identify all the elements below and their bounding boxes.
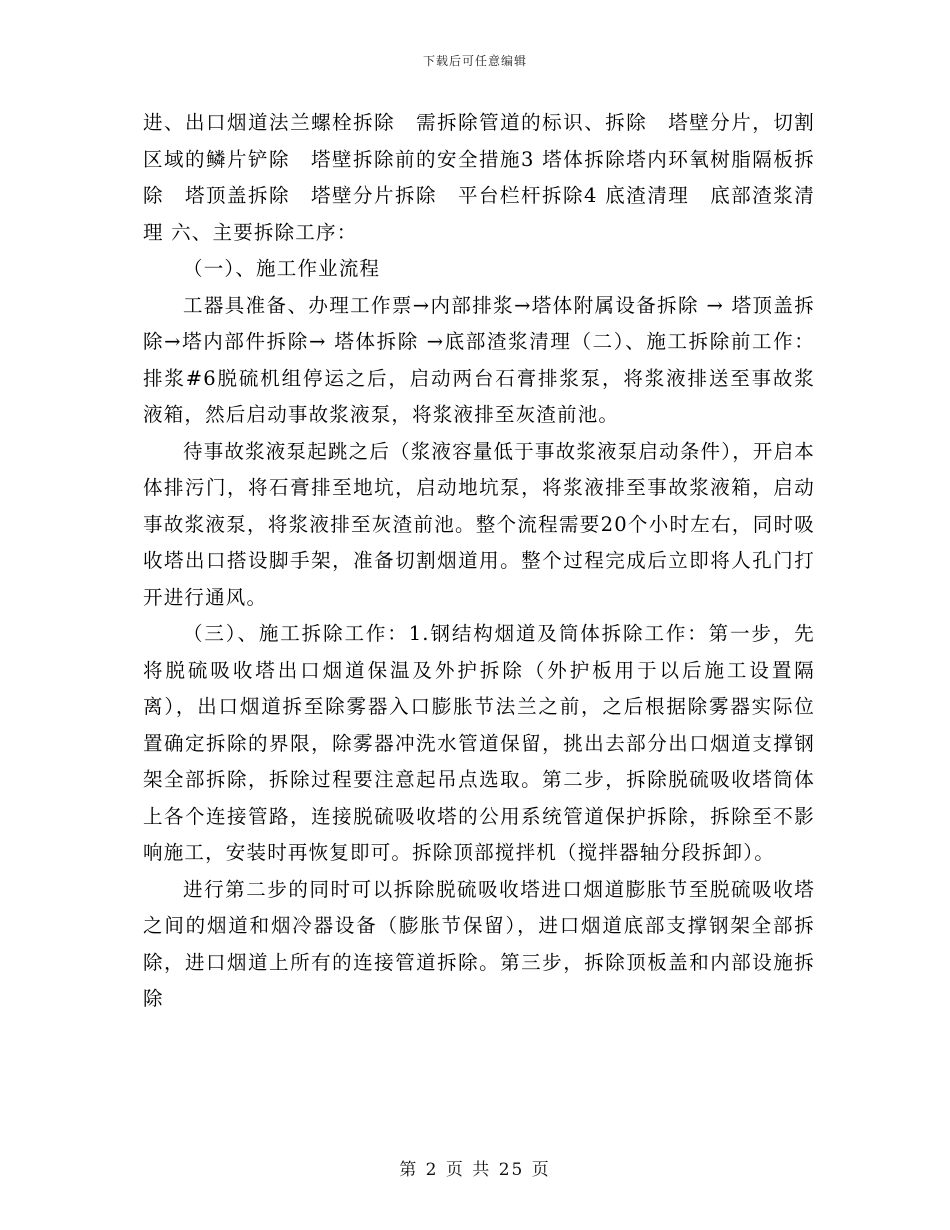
page-header: 下载后可任意编辑 (422, 54, 527, 68)
paragraph-2-heading: （一）、施工作业流程 (183, 257, 381, 280)
paragraph-5: （三）、施工拆除工作：1.钢结构烟道及筒体拆除工作：第一步，先将脱硫吸收塔出口烟道保温及外护拆除（外护板用于以后施工设置隔离），出口烟道拆至除雾器入口膨胀节法兰之前，之后根据除雾器实际位置确定拆除的界限，除雾器冲洗水管道保留，挑出去部分出口烟道支撑钢架全部拆除，拆除过程要注意起吊点选取。第二步，拆除脱硫吸收塔筒体上各个连接管路，连接脱硫吸收塔的公用系统管道保护拆除，拆除至不影响施工，安装时再恢复即可。拆除顶部搅拌机（搅拌器轴分段拆卸）。 (143, 622, 815, 864)
paragraph-3: 工器具准备、办理工作票→内部排浆→塔体附属设备拆除 → 塔顶盖拆除→塔内部件拆除→ 塔体拆除 →底部渣浆清理（二）、施工拆除前工作：排浆#6脱硫机组停运之后，启动两台石膏排浆泵，将浆液排送至事故浆液箱，然后启动事故浆液泵，将浆液排至灰渣前池。 (143, 293, 815, 426)
page-number: 第 2 页 共 25 页 (399, 1160, 551, 1180)
document-body (143, 105, 815, 1018)
paragraph-6: 进行第二步的同时可以拆除脱硫吸收塔进口烟道膨胀节至脱硫吸收塔之间的烟道和烟冷器设备（膨胀节保留），进口烟道底部支撑钢架全部拆除，进口烟道上所有的连接管道拆除。第三步，拆除顶板盖和内部设施拆除 (143, 877, 815, 1010)
paragraph-4: 待事故浆液泵起跳之后（浆液容量低于事故浆液泵启动条件），开启本体排污门，将石膏排至地坑，启动地坑泵，将浆液排至事故浆液箱，启动事故浆液泵，将浆液排至灰渣前池。整个流程需要20个小时左右，同时吸收塔出口搭设脚手架，准备切割烟道用。整个过程完成后立即将人孔门打开进行通风。 (143, 439, 815, 609)
paragraph-1: 进、出口烟道法兰螺栓拆除 需拆除管道的标识、拆除 塔壁分片，切割区域的鳞片铲除 塔壁拆除前的安全措施3 塔体拆除塔内环氧树脂隔板拆除 塔顶盖拆除 塔壁分片拆除 平台栏杆拆除4 底渣清理 底部渣浆清理 六、主要拆除工序： (143, 111, 815, 244)
